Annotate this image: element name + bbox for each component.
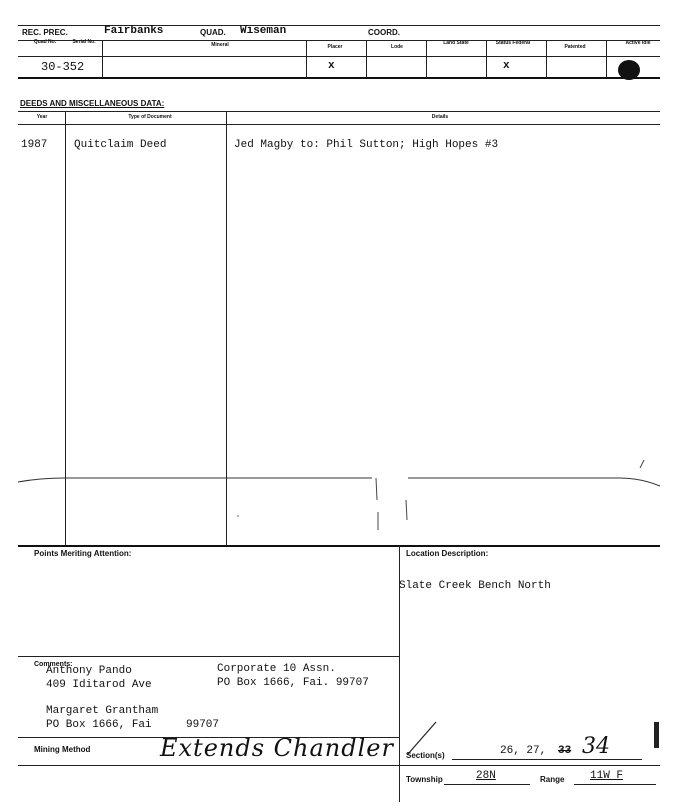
card-fold-line [0, 460, 678, 550]
comment-line1-name: Anthony Pando [46, 665, 132, 677]
township-value: 28N [476, 770, 496, 782]
quad-label: QUAD. [200, 28, 226, 37]
quad-value: Wiseman [240, 25, 287, 37]
mining-method-label: Mining Method [34, 745, 91, 754]
comments-label: Comments: [34, 661, 73, 668]
section-hand-value: 34 [582, 734, 610, 759]
township-label: Township [406, 775, 443, 784]
deeds-col-type: Type of Document [128, 114, 172, 120]
col-placer: Placer [327, 44, 343, 50]
deeds-section-title: DEEDS AND MISCELLANEOUS DATA: [20, 99, 165, 108]
comment-line2-org-addr: PO Box 1666, Fai. 99707 [217, 677, 369, 689]
deeds-col-details: Details [431, 114, 449, 120]
deed-type: Quitclaim Deed [74, 139, 167, 151]
col-active-idle: Active Idle [625, 40, 651, 46]
location-label: Location Description: [406, 549, 489, 558]
rec-prec-value: Fairbanks [104, 25, 164, 37]
col-serial-no: Serial No. [72, 39, 96, 45]
section-label: Section(s) [406, 751, 445, 760]
points-label: Points Meriting Attention: [34, 549, 132, 558]
status-federal-mark: x [503, 60, 510, 72]
deed-details: Jed Magby to: Phil Sutton; High Hopes #3 [234, 139, 499, 151]
section-struck-value: 33 [558, 745, 572, 757]
col-mineral: Mineral [211, 42, 229, 48]
col-quad-no: Quad No. [33, 39, 57, 45]
quad-serial-value: 30-352 [41, 60, 85, 74]
deeds-col-year: Year [36, 114, 48, 120]
range-label: Range [540, 775, 565, 784]
col-patented: Patented [564, 44, 586, 50]
col-status-federal: Status Federal [495, 40, 531, 46]
section-value: 26, 27, [500, 745, 547, 757]
mining-method-handwriting: Extends Chandler [160, 734, 394, 762]
comment-line1-org: Corporate 10 Assn. [217, 663, 336, 675]
range-value: 11W F [590, 770, 624, 782]
coord-label: COORD. [368, 28, 400, 37]
deed-year: 1987 [21, 139, 48, 151]
comment-line4-zip: 99707 [186, 719, 220, 731]
col-land-state: Land State [443, 40, 469, 46]
comment-line2-addr: 409 Iditarod Ave [46, 679, 152, 691]
comment-line3-name: Margaret Grantham [46, 705, 159, 717]
location-value: Slate Creek Bench North [399, 580, 551, 592]
rec-prec-label: REC. PREC. [22, 28, 68, 37]
comment-line4-addr: PO Box 1666, Fai [46, 719, 152, 731]
placer-mark: x [328, 60, 335, 72]
col-lode: Lode [391, 44, 403, 50]
scan-artifact [654, 722, 659, 748]
